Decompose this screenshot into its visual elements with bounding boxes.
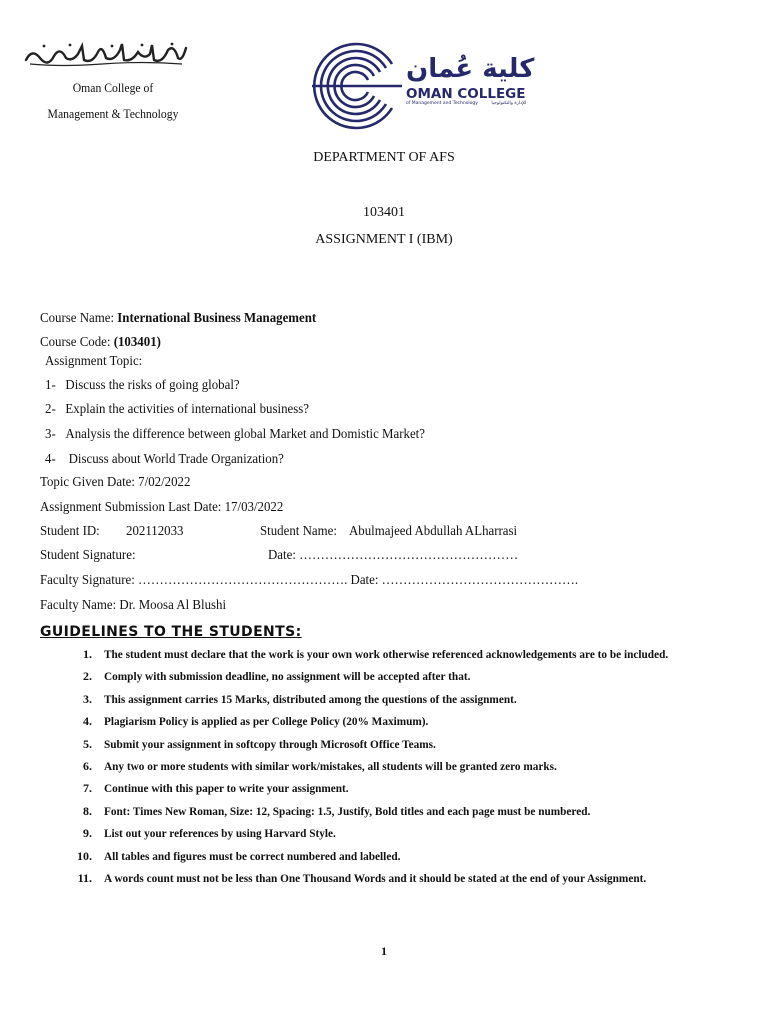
topic-given-date: Topic Given Date: 7/02/2022 [40,475,191,490]
topic-item [45,427,425,443]
guideline-text: This assignment carries 15 Marks, distributed among the questions of the assignment. [104,691,517,706]
course-name-label: Course Name: [40,311,115,326]
course-code-value: (103401) [113,335,161,350]
guideline-item [40,849,740,871]
guideline-item [40,737,740,759]
student-date-line: Date: …………………………………………… [268,548,519,563]
guideline-number: 8. [83,803,92,818]
topic-number: 3- [45,427,56,442]
guideline-text: The student must declare that the work is your own work otherwise referenced acknowledgements are to be included. [104,647,669,661]
oman-college-tagline [406,101,526,106]
student-signature-label: Student Signature: [40,548,136,563]
topic-text: Explain the activities of international business? [65,402,309,417]
arabic-college-logo [22,40,190,68]
guideline-number: 3. [83,691,92,706]
page-number: 1 [381,944,387,958]
guideline-text: Continue with this paper to write your assignment. [104,781,349,796]
guideline-number: 5. [83,736,92,751]
topic-text: Discuss about World Trade Organization? [65,452,284,467]
guideline-item [40,804,740,826]
guideline-item [40,826,740,848]
guideline-number: 9. [83,826,92,841]
submission-last-date: Assignment Submission Last Date: 17/03/2022 [40,500,284,515]
guideline-text: List out your references by using Harvard Style. [104,826,336,841]
guideline-number: 11. [77,870,92,885]
guideline-text: Submit your assignment in softcopy through Microsoft Office Teams. [104,736,436,751]
topic-number: 1- [45,378,56,393]
guideline-text: Plagiarism Policy is applied as per College Policy (20% Maximum). [104,714,429,729]
guideline-number: 7. [83,781,92,796]
guideline-item [40,781,740,803]
topic-number: 4- [45,452,56,467]
topic-text: Analysis the difference between global Market and Domistic Market? [65,427,425,442]
college-name-line2: Management & Technology [47,106,179,121]
guideline-item [40,669,740,691]
guideline-number: 1. [83,647,92,661]
tagline-english: of Management and Technology [406,101,478,106]
guideline-text: Font: Times New Roman, Size: 12, Spacing: 1.5, Justify, Bold titles and each page must be numbered. [104,803,591,818]
faculty-name: Faculty Name: Dr. Moosa Al Blushi [40,598,227,613]
college-name-line1: Oman College of [72,80,154,95]
topic-number: 2- [45,402,56,417]
course-code-row [40,335,161,351]
guidelines-list [40,647,740,893]
guideline-item [40,759,740,781]
guideline-text: A words count must not be less than One Thousand Words and it should be stated at the end of your Assignment. [104,870,647,885]
course-code-label: Course Code: [40,335,111,350]
guideline-text: All tables and figures must be correct numbered and labelled. [104,848,401,863]
guideline-text: Comply with submission deadline, no assignment will be accepted after that. [104,669,471,684]
topic-item [45,378,240,394]
guideline-number: 6. [83,758,92,773]
guideline-number: 2. [83,669,92,684]
topic-text: Discuss the risks of going global? [65,378,240,393]
assignment-title: ASSIGNMENT I (IBM) [315,232,453,247]
guidelines-title: GUIDELINES TO THE STUDENTS: [40,624,302,640]
guideline-item [40,692,740,714]
course-code-title: 103401 [363,205,405,220]
guideline-number: 4. [83,714,92,729]
student-name-label: Student Name: [260,524,337,539]
guideline-item [40,714,740,736]
arabic-calligraphy-image [22,40,190,68]
faculty-signature-line: Faculty Signature: …………………………………………. Date: ………………………………………. [40,573,579,588]
guideline-number: 10. [77,848,92,863]
guideline-item [40,871,740,893]
student-name-value: Abulmajeed Abdullah ALharrasi [349,524,518,539]
department-title: DEPARTMENT OF AFS [313,150,455,165]
student-id-label: Student ID: [40,524,100,539]
course-name-row [40,311,316,327]
student-id-value: 202112033 [126,524,184,539]
course-name-value: International Business Management [117,311,317,326]
oman-college-english-wordmark: OMAN COLLEGE [406,86,526,102]
tagline-arabic: للإدارة والتكنولوجيا [491,101,527,106]
oman-college-arabic-wordmark: كلية عُمان [406,54,535,84]
guideline-item [40,647,740,669]
topic-item [45,452,284,468]
oman-college-emblem-icon [306,42,406,130]
guideline-text: Any two or more students with similar work/mistakes, all students will be granted zero marks. [104,758,557,773]
topic-item [45,402,309,418]
assignment-topic-label: Assignment Topic: [45,354,143,369]
